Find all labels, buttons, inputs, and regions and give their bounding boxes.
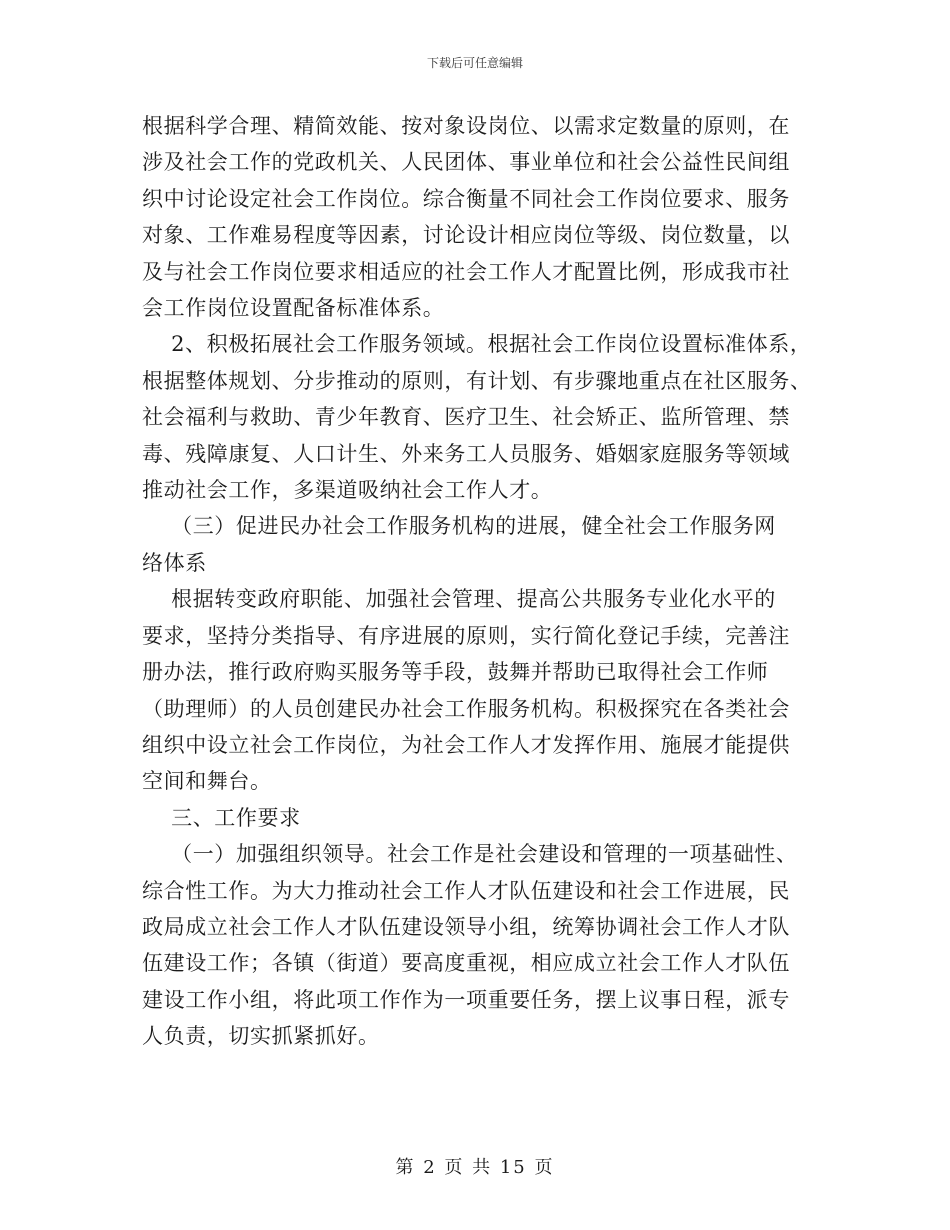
text-line: 推动社会工作，多渠道吸纳社会工作人才。 <box>142 478 553 503</box>
text-line: 建设工作小组，将此项工作作为一项重要任务，摆上议事日程，派专 <box>142 987 790 1012</box>
document-body <box>142 108 822 1055</box>
text-line: 空间和舞台。 <box>142 769 272 794</box>
text-line: 根据转变政府职能、加强社会管理、提高公共服务专业化水平的 <box>142 587 776 612</box>
text-line: 毒、残障康复、人口计生、外来务工人员服务、婚姻家庭服务等领域 <box>142 441 790 466</box>
text-line: 络体系 <box>142 550 207 575</box>
text-line: 要求，坚持分类指导、有序进展的原则，实行简化登记手续，完善注 <box>142 623 790 648</box>
text-line: 及与社会工作岗位要求相适应的社会工作人才配置比例，形成我市社 <box>142 259 790 284</box>
text-line: 织中讨论设定社会工作岗位。综合衡量不同社会工作岗位要求、服务 <box>142 186 790 211</box>
text-line: 涉及社会工作的党政机关、人民团体、事业单位和社会公益性民间组 <box>142 150 790 175</box>
text-line: 人负责，切实抓紧抓好。 <box>142 1024 380 1049</box>
page-number: 第 2 页 共 15 页 <box>395 1157 555 1178</box>
text-line: 组织中设立社会工作岗位，为社会工作人才发挥作用、施展才能提供 <box>142 732 790 757</box>
text-line: 社会福利与救助、青少年教育、医疗卫生、社会矫正、监所管理、禁 <box>142 405 790 430</box>
text-line: （三）促进民办社会工作服务机构的进展，健全社会工作服务网 <box>142 514 776 539</box>
text-line: 三、工作要求 <box>142 805 301 830</box>
text-line: （一）加强组织领导。社会工作是社会建设和管理的一项基础性、 <box>142 842 798 867</box>
text-line: （助理师）的人员创建民办社会工作服务机构。积极探究在各类社会 <box>142 696 790 721</box>
text-line: 会工作岗位设置配备标准体系。 <box>142 296 445 321</box>
text-line: 2、积极拓展社会工作服务领域。根据社会工作岗位设置标准体系， <box>142 332 812 357</box>
text-line: 册办法，推行政府购买服务等手段，鼓舞并帮助已取得社会工作师 <box>142 660 769 685</box>
text-line: 政局成立社会工作人才队伍建设领导小组，统筹协调社会工作人才队 <box>142 914 790 939</box>
text-line: 根据整体规划、分步推动的原则，有计划、有步骤地重点在社区服务、 <box>142 368 812 393</box>
page-header: 下载后可任意编辑 <box>426 56 523 70</box>
text-line: 伍建设工作；各镇（街道）要高度重视，相应成立社会工作人才队伍 <box>142 951 790 976</box>
text-line: 综合性工作。为大力推动社会工作人才队伍建设和社会工作进展，民 <box>142 878 790 903</box>
text-line: 根据科学合理、精简效能、按对象设岗位、以需求定数量的原则，在 <box>142 114 790 138</box>
text-line: 对象、工作难易程度等因素，讨论设计相应岗位等级、岗位数量，以 <box>142 223 790 248</box>
